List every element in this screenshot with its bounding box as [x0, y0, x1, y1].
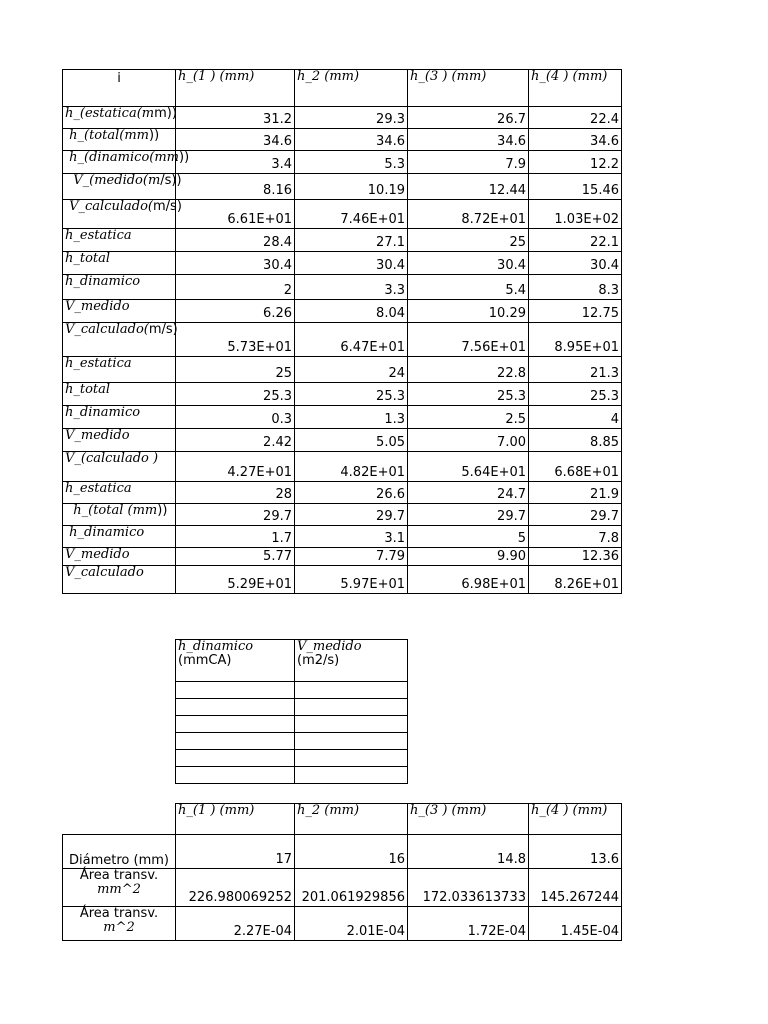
table-row [176, 682, 408, 699]
table-cell: 22.1 [529, 229, 622, 252]
table-cell: 226.980069252 [176, 869, 295, 907]
column-header: h_(3 ) (mm) [408, 804, 529, 835]
table-cell [176, 733, 295, 750]
table-cell: 30.4 [529, 252, 622, 275]
table-cell: 8.85 [529, 429, 622, 452]
table-cell [295, 750, 408, 767]
column-header [63, 70, 176, 107]
table-cell: 28.4 [176, 229, 295, 252]
table-cell: 3.4 [176, 151, 295, 174]
table-row [176, 750, 408, 767]
table-cell: 5 [408, 526, 529, 548]
row-label-unit: /s)) [160, 173, 182, 188]
table-cell: 27.1 [295, 229, 408, 252]
column-header [176, 70, 295, 107]
row-label-name: h_(dinamico(mm [65, 150, 179, 165]
table-row [63, 835, 622, 869]
table-row [63, 151, 622, 174]
row-label-name: V_(medido(m [65, 173, 161, 188]
table-row [63, 907, 622, 941]
table-row [63, 275, 622, 300]
table-cell: 7.79 [295, 548, 408, 566]
row-label [63, 482, 176, 504]
row-label-unit: )) [179, 150, 190, 165]
table-cell: 25.3 [295, 383, 408, 406]
table-cell [176, 750, 295, 767]
table-cell: 25 [408, 229, 529, 252]
table-cell: 7.56E+01 [408, 323, 529, 357]
header-label: h_(4 ) (mm) [531, 69, 608, 84]
row-label-name: h_total [65, 382, 111, 397]
row-label-unit: m/s) [148, 322, 178, 337]
table-row [63, 200, 622, 229]
table-cell: 26.7 [408, 107, 529, 129]
empty-corner [63, 804, 176, 835]
table-cell [176, 682, 295, 699]
row-label-line1: Área transv. [79, 906, 159, 921]
table-cell: 25.3 [529, 383, 622, 406]
table-row [176, 716, 408, 733]
table-cell: 1.72E-04 [408, 907, 529, 941]
table-cell: 5.29E+01 [176, 566, 295, 594]
table-cell: 15.46 [529, 174, 622, 200]
table-cell: 5.64E+01 [408, 452, 529, 482]
table-cell: 5.77 [176, 548, 295, 566]
table-cell: 2.42 [176, 429, 295, 452]
table-cell [295, 699, 408, 716]
table-cell [295, 682, 408, 699]
table-cell: 25.3 [408, 383, 529, 406]
row-label-name: V_calculado [65, 565, 144, 580]
table-cell: 22.4 [529, 107, 622, 129]
row-label-name: h_total [65, 251, 111, 266]
table-cell: 9.90 [408, 548, 529, 566]
table-row [63, 504, 622, 526]
row-label [63, 869, 176, 907]
row-label [63, 229, 176, 252]
table-cell: 5.97E+01 [295, 566, 408, 594]
table-cell: 29.3 [295, 107, 408, 129]
table-row [63, 174, 622, 200]
table-cell: 201.061929856 [295, 869, 408, 907]
table-cell [176, 767, 295, 784]
table-cell: 7.9 [408, 151, 529, 174]
table-cell: 10.19 [295, 174, 408, 200]
table-cell: 6.68E+01 [529, 452, 622, 482]
table-row [63, 357, 622, 383]
row-label [63, 357, 176, 383]
table-row [63, 548, 622, 566]
row-label-unit: m)) [154, 106, 177, 121]
table-cell: 1.7 [176, 526, 295, 548]
table-header-row [176, 640, 408, 682]
table-cell: 145.267244 [529, 869, 622, 907]
table-cell: 2.27E-04 [176, 907, 295, 941]
table-cell: 12.2 [529, 151, 622, 174]
table-cell: 4 [529, 406, 622, 429]
row-label [63, 406, 176, 429]
row-label-name: h_dinamico [65, 405, 141, 420]
table-row [63, 452, 622, 482]
table-cell: 25.3 [176, 383, 295, 406]
row-label-name: h_(total (mm [65, 503, 158, 518]
table-cell: 6.26 [176, 300, 295, 323]
table-cell: 25 [176, 357, 295, 383]
table-cell: 1.3 [295, 406, 408, 429]
row-label [63, 452, 176, 482]
row-label-name: h_dinamico [65, 274, 141, 289]
table-row [63, 300, 622, 323]
row-label-unit: m/s) [153, 199, 182, 214]
table-row [176, 699, 408, 716]
table-cell: 22.8 [408, 357, 529, 383]
row-label-unit: )) [149, 128, 160, 143]
table-row [63, 869, 622, 907]
row-label-name: V_medido [65, 428, 130, 443]
column-header [408, 70, 529, 107]
table-cell: 7.46E+01 [295, 200, 408, 229]
table-cell: 8.16 [176, 174, 295, 200]
table-cell: 0.3 [176, 406, 295, 429]
table-row [63, 566, 622, 594]
table-cell: 34.6 [176, 129, 295, 151]
header-label: i [117, 71, 121, 86]
row-label [63, 252, 176, 275]
row-label-name: h_estatica [65, 228, 132, 243]
table-cell: 2.5 [408, 406, 529, 429]
row-label [63, 429, 176, 452]
table-cell: 2 [176, 275, 295, 300]
header-label: h_2 (mm) [297, 69, 360, 84]
row-label-unit: )) [157, 503, 168, 518]
header-name: h_dinamico [178, 639, 254, 654]
row-label-name: h_estatica [65, 481, 132, 496]
table-cell: 5.3 [295, 151, 408, 174]
table-cell: 29.7 [176, 504, 295, 526]
table-cell: 3.3 [295, 275, 408, 300]
table-cell: 21.9 [529, 482, 622, 504]
row-label [63, 173, 182, 200]
table-cell: 4.27E+01 [176, 452, 295, 482]
table-cell: 7.00 [408, 429, 529, 452]
table-cell: 24.7 [408, 482, 529, 504]
header-name: V_medido [297, 639, 362, 654]
table-cell: 34.6 [529, 129, 622, 151]
table-cell: 5.4 [408, 275, 529, 300]
table-row [63, 383, 622, 406]
table-row [176, 733, 408, 750]
table-cell: 172.033613733 [408, 869, 529, 907]
table-row [63, 482, 622, 504]
row-label-name: h_(estatica(m [65, 106, 155, 121]
row-label [63, 275, 176, 300]
table-row [63, 406, 622, 429]
row-label-name: h_dinamico [65, 525, 145, 540]
table-cell [295, 733, 408, 750]
row-label-name: V_calculado( [65, 322, 149, 337]
table-cell: 8.95E+01 [529, 323, 622, 357]
row-label-line1: Área transv. [79, 868, 159, 883]
row-label [63, 107, 176, 129]
table-cell: 6.98E+01 [408, 566, 529, 594]
table-cell: 1.03E+02 [529, 200, 622, 229]
table-row [176, 767, 408, 784]
row-label [63, 566, 176, 594]
table-row [63, 107, 622, 129]
row-label-line2: m^2 [103, 920, 135, 935]
column-header [295, 70, 408, 107]
table-row [63, 323, 622, 357]
table-cell: 8.26E+01 [529, 566, 622, 594]
table-cell: 8.04 [295, 300, 408, 323]
row-label [63, 504, 176, 526]
table-cell: 30.4 [408, 252, 529, 275]
header-unit: (m2/s) [297, 653, 340, 668]
table-cell: 29.7 [295, 504, 408, 526]
table-cell: 30.4 [176, 252, 295, 275]
column-header: h_(4 ) (mm) [529, 804, 622, 835]
table-cell: 1.45E-04 [529, 907, 622, 941]
row-label [63, 150, 190, 174]
table-cell: 12.36 [529, 548, 622, 566]
row-label-name: h_(total(mm [65, 128, 149, 143]
table-cell [295, 767, 408, 784]
table-row [63, 129, 622, 151]
table-row [63, 429, 622, 452]
table-cell: 26.6 [295, 482, 408, 504]
table-cell: 12.44 [408, 174, 529, 200]
header-label: h_(1 ) (mm) [178, 69, 255, 84]
table-cell: 13.6 [529, 835, 622, 869]
table-cell: 6.47E+01 [295, 323, 408, 357]
table-cell: 6.61E+01 [176, 200, 295, 229]
row-label-name: V_calculado( [65, 199, 153, 214]
diameter-area-table [62, 803, 622, 941]
table-cell [295, 716, 408, 733]
row-label-line2: mm^2 [97, 882, 141, 897]
table-cell: 21.3 [529, 357, 622, 383]
table-cell: 29.7 [408, 504, 529, 526]
row-label-name: V_medido [65, 547, 130, 562]
row-label [63, 199, 182, 229]
table-cell [176, 699, 295, 716]
table-cell: 31.2 [176, 107, 295, 129]
table-row [63, 526, 622, 548]
table-cell: 34.6 [295, 129, 408, 151]
table-cell: 3.1 [295, 526, 408, 548]
header-unit: (mmCA) [178, 653, 232, 668]
table-cell: 14.8 [408, 835, 529, 869]
header-label: h_(3 ) (mm) [410, 69, 487, 84]
column-header [529, 70, 622, 107]
table-cell: 17 [176, 835, 295, 869]
table-cell: 2.01E-04 [295, 907, 408, 941]
row-label [63, 129, 176, 151]
row-label [63, 300, 176, 323]
table-cell: 16 [295, 835, 408, 869]
table-cell: 28 [176, 482, 295, 504]
table-cell: 8.72E+01 [408, 200, 529, 229]
table-cell: 12.75 [529, 300, 622, 323]
table-cell: 29.7 [529, 504, 622, 526]
row-label [63, 323, 176, 357]
row-label [63, 383, 176, 406]
table-cell: 24 [295, 357, 408, 383]
row-label: Diámetro (mm) [63, 835, 176, 869]
table-cell: 10.29 [408, 300, 529, 323]
row-label [63, 526, 176, 548]
table-row [63, 229, 622, 252]
table-cell [176, 716, 295, 733]
table-cell: 5.73E+01 [176, 323, 295, 357]
column-header: h_2 (mm) [295, 804, 408, 835]
table-header-row [63, 804, 622, 835]
table-cell: 5.05 [295, 429, 408, 452]
column-header: h_(1 ) (mm) [176, 804, 295, 835]
table-row [63, 252, 622, 275]
row-label-name: V_(calculado ) [65, 451, 159, 466]
row-label [63, 548, 176, 566]
main-data-table [62, 69, 622, 594]
table-cell: 7.8 [529, 526, 622, 548]
row-label-name: V_medido [65, 299, 130, 314]
column-header [295, 640, 408, 682]
table-cell: 30.4 [295, 252, 408, 275]
table-header-row [63, 70, 622, 107]
table-cell: 8.3 [529, 275, 622, 300]
column-header [176, 640, 295, 682]
row-label-name: h_estatica [65, 356, 132, 371]
dynamic-velocity-table [175, 639, 408, 784]
table-cell: 34.6 [408, 129, 529, 151]
table-cell: 4.82E+01 [295, 452, 408, 482]
row-label [63, 907, 176, 941]
